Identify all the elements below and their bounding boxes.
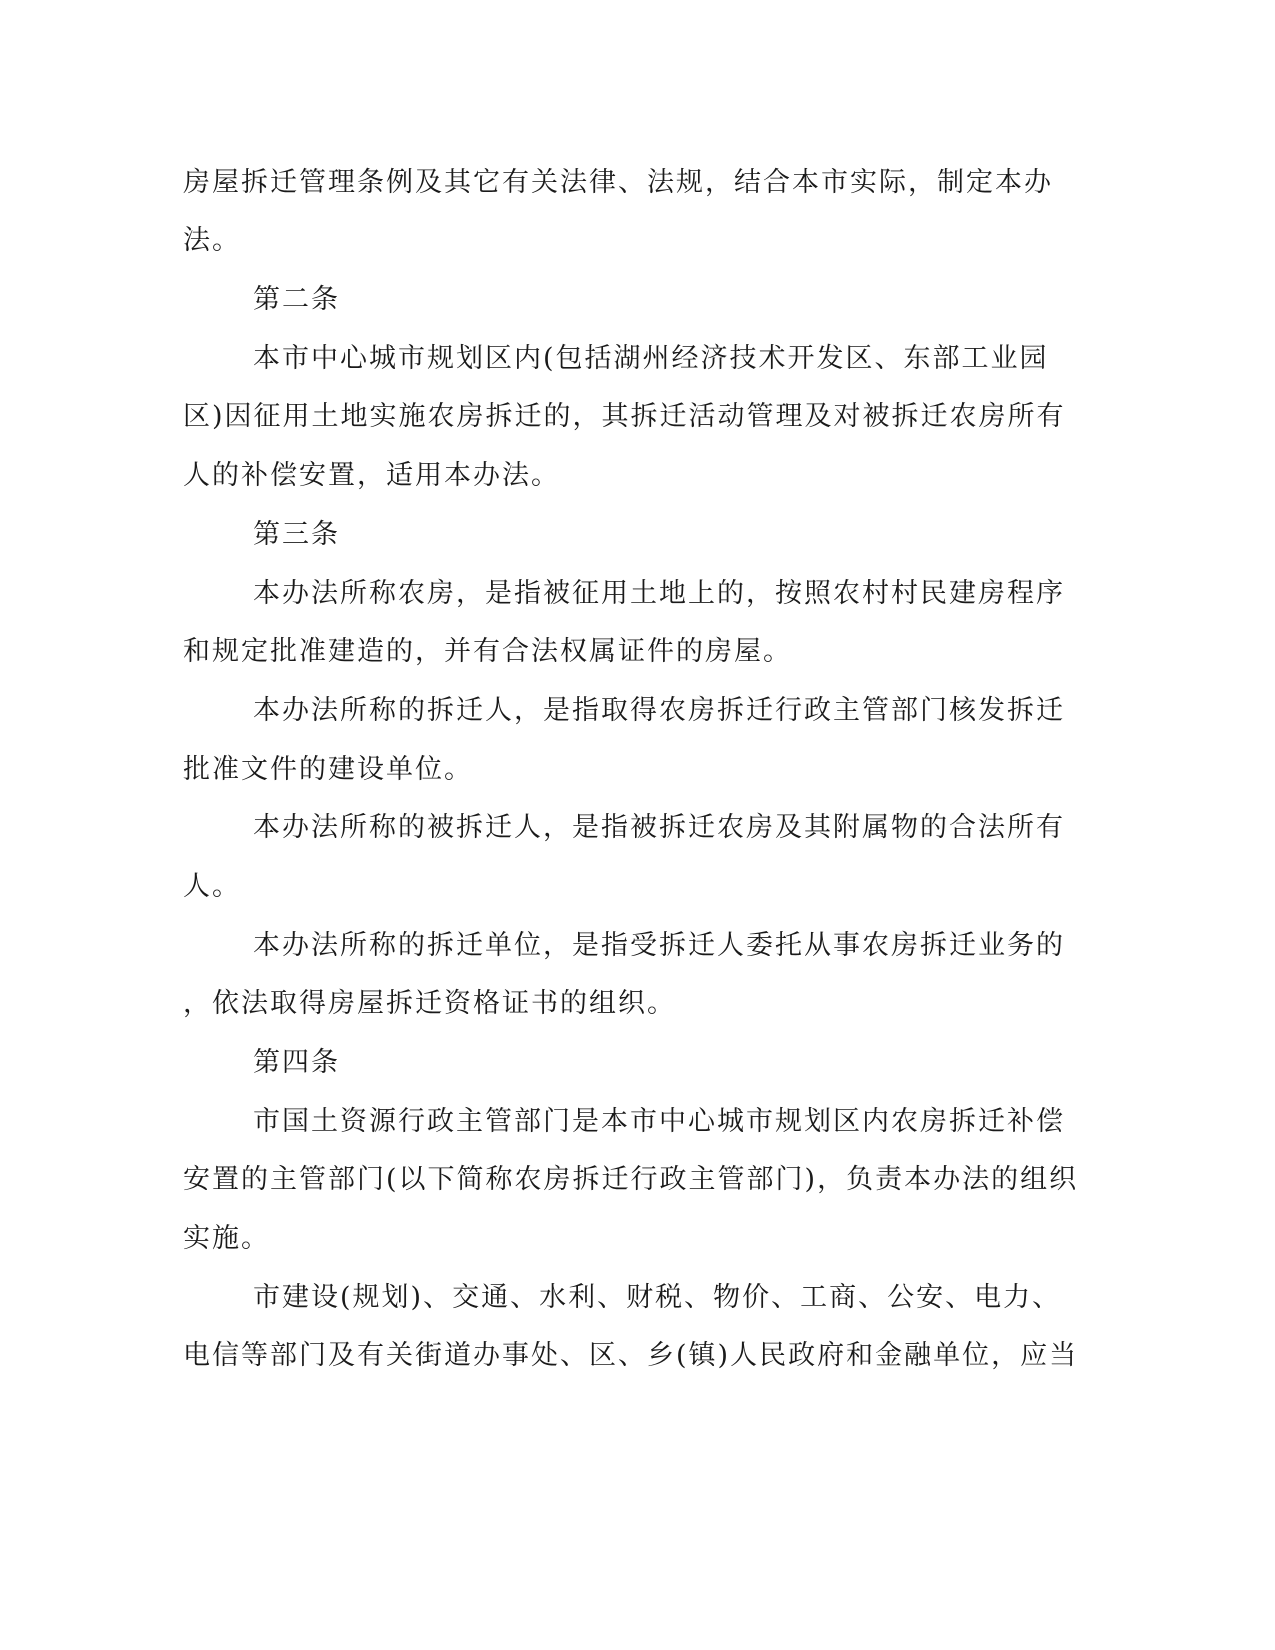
text-line: 区)因征用土地实施农房拆迁的，其拆迁活动管理及对被拆迁农房所有 bbox=[183, 401, 1066, 432]
text-line: 批准文件的建设单位。 bbox=[183, 754, 473, 785]
text-line: 本市中心城市规划区内(包括湖州经济技术开发区、东部工业园 bbox=[253, 343, 1049, 374]
text-line: 本办法所称的拆迁单位，是指受拆迁人委托从事农房拆迁业务的 bbox=[253, 930, 1065, 961]
text-line: 本办法所称的被拆迁人，是指被拆迁农房及其附属物的合法所有 bbox=[253, 812, 1065, 843]
text-line: 本办法所称的拆迁人，是指取得农房拆迁行政主管部门核发拆迁 bbox=[253, 695, 1065, 726]
text-line: 人的补偿安置，适用本办法。 bbox=[183, 460, 560, 491]
text-line: 房屋拆迁管理条例及其它有关法律、法规，结合本市实际，制定本办 bbox=[183, 167, 1053, 198]
article-heading: 第三条 bbox=[253, 519, 340, 550]
text-line: 实施。 bbox=[183, 1223, 270, 1254]
article-heading: 第二条 bbox=[253, 284, 340, 315]
text-line: 安置的主管部门(以下简称农房拆迁行政主管部门)，负责本办法的组织 bbox=[183, 1164, 1079, 1195]
text-line: 市建设(规划)、交通、水利、财税、物价、工商、公安、电力、 bbox=[253, 1282, 1062, 1313]
text-line: ，依法取得房屋拆迁资格证书的组织。 bbox=[183, 988, 676, 1019]
text-line: 市国土资源行政主管部门是本市中心城市规划区内农房拆迁补偿 bbox=[253, 1106, 1065, 1137]
text-line: 和规定批准建造的，并有合法权属证件的房屋。 bbox=[183, 636, 792, 667]
article-heading: 第四条 bbox=[253, 1047, 340, 1078]
text-line: 电信等部门及有关街道办事处、区、乡(镇)人民政府和金融单位，应当 bbox=[183, 1340, 1079, 1371]
text-line: 本办法所称农房，是指被征用土地上的，按照农村村民建房程序 bbox=[253, 578, 1065, 609]
text-line: 法。 bbox=[183, 225, 241, 256]
text-line: 人。 bbox=[183, 871, 241, 902]
